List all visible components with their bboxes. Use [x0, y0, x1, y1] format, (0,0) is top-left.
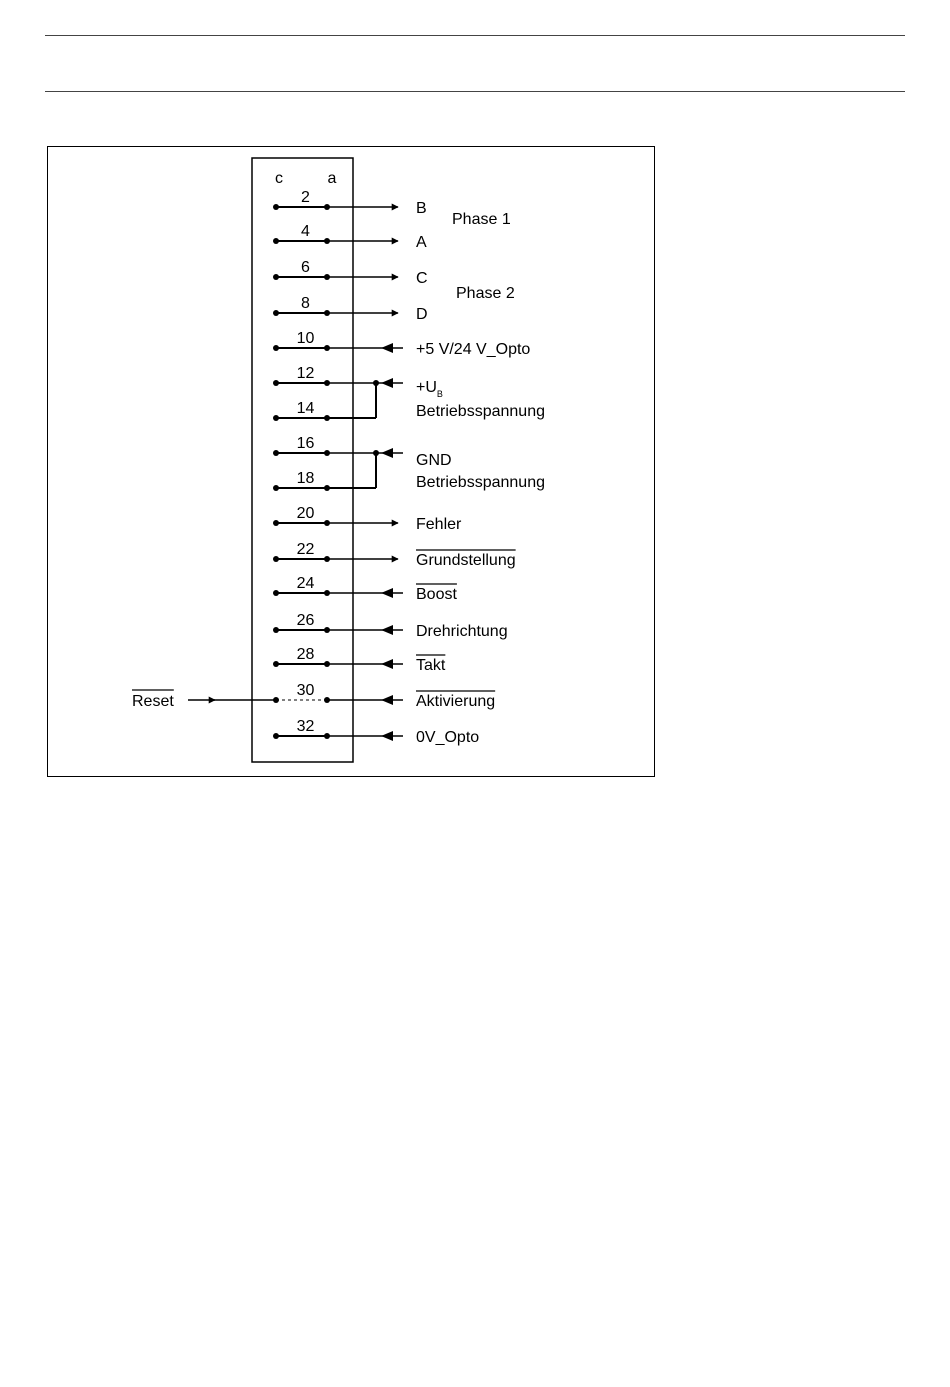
- signal-label: Drehrichtung: [416, 623, 508, 640]
- pin-row-6: [273, 259, 428, 287]
- pin-c-dot: [273, 661, 279, 667]
- pin-c-dot: [273, 204, 279, 210]
- pin-row-18: [273, 470, 330, 491]
- pin-row-8: [273, 295, 428, 323]
- pin-number: 6: [301, 259, 310, 276]
- pin-row-16: [273, 435, 403, 458]
- pin-c-dot: [273, 415, 279, 421]
- pin-number: 8: [301, 295, 310, 312]
- pin-c-dot: [273, 556, 279, 562]
- pin-number: 26: [296, 612, 315, 629]
- pin-number: 4: [301, 223, 310, 240]
- pin-number: 14: [296, 400, 315, 417]
- pin-number: 28: [296, 646, 315, 663]
- pin-row-12: [273, 365, 403, 388]
- pin-number: 18: [296, 470, 315, 487]
- pin-c-dot: [273, 627, 279, 633]
- pin-number: 16: [296, 435, 315, 452]
- pin-number: 32: [296, 718, 315, 735]
- pin-number: 24: [296, 575, 315, 592]
- signal-label: D: [416, 306, 428, 323]
- ub-description: Betriebsspannung: [416, 403, 545, 420]
- signal-label: Aktivierung: [416, 693, 496, 710]
- signal-label: B: [416, 200, 427, 217]
- signal-arrow-in: [381, 625, 393, 635]
- signal-arrow-in: [381, 378, 393, 388]
- pin-row-2: [273, 189, 427, 217]
- pin-c-dot: [273, 733, 279, 739]
- pin-c-dot: [273, 590, 279, 596]
- signal-arrow-in: [381, 343, 393, 353]
- pin-row-32: [273, 718, 479, 746]
- signal-label: Boost: [416, 586, 457, 603]
- reset-input: [132, 690, 276, 710]
- pin-row-4: [273, 223, 427, 251]
- pin-number: 12: [296, 365, 315, 382]
- signal-label: C: [416, 270, 428, 287]
- pin-row-22: [273, 541, 516, 569]
- signal-label: 0V_Opto: [416, 729, 480, 746]
- pin-c-dot: [273, 485, 279, 491]
- signal-arrow-in: [381, 448, 393, 458]
- pin-row-20: [273, 505, 462, 533]
- pin-number: 10: [296, 330, 315, 347]
- gnd-description: Betriebsspannung: [416, 474, 545, 491]
- pin-c-dot: [273, 380, 279, 386]
- ub-label: $+U_B$: [416, 379, 443, 399]
- pin-row-26: [273, 612, 508, 640]
- signal-label: +5 V/24 V_Opto: [416, 341, 531, 358]
- signal-label: Grundstellung: [416, 552, 516, 569]
- signal-label: Fehler: [416, 516, 462, 533]
- signal-arrow-in: [381, 659, 393, 669]
- signal-label: A: [416, 234, 427, 251]
- pin-c-dot: [273, 238, 279, 244]
- pin-c-dot: [273, 520, 279, 526]
- pin-row-10: [273, 330, 530, 358]
- pin-row-24: [273, 575, 457, 603]
- connector-body: [252, 158, 353, 762]
- pin-number: 2: [301, 189, 310, 206]
- pin-c-dot: [273, 310, 279, 316]
- column-a-label: a: [327, 170, 337, 187]
- signal-arrow-in: [381, 731, 393, 741]
- pin-rows: [273, 189, 530, 746]
- pin-row-28: [273, 646, 446, 674]
- pin-c-dot: [273, 345, 279, 351]
- phase1-label: Phase 1: [452, 211, 511, 228]
- reset-label: Reset: [132, 693, 174, 710]
- pin-number: 30: [296, 682, 315, 699]
- pin-row-30: [273, 682, 495, 710]
- pin-number: 20: [296, 505, 315, 522]
- pin-c-dot: [273, 274, 279, 280]
- gnd-label: GND: [416, 452, 452, 469]
- pin-row-14: [273, 400, 330, 421]
- column-c-label: c: [275, 170, 283, 187]
- signal-label: Takt: [416, 657, 446, 674]
- signal-arrow-in: [381, 695, 393, 705]
- pin-number: 22: [296, 541, 315, 558]
- signal-arrow-in: [381, 588, 393, 598]
- pin-c-dot: [273, 450, 279, 456]
- phase2-label: Phase 2: [456, 285, 515, 302]
